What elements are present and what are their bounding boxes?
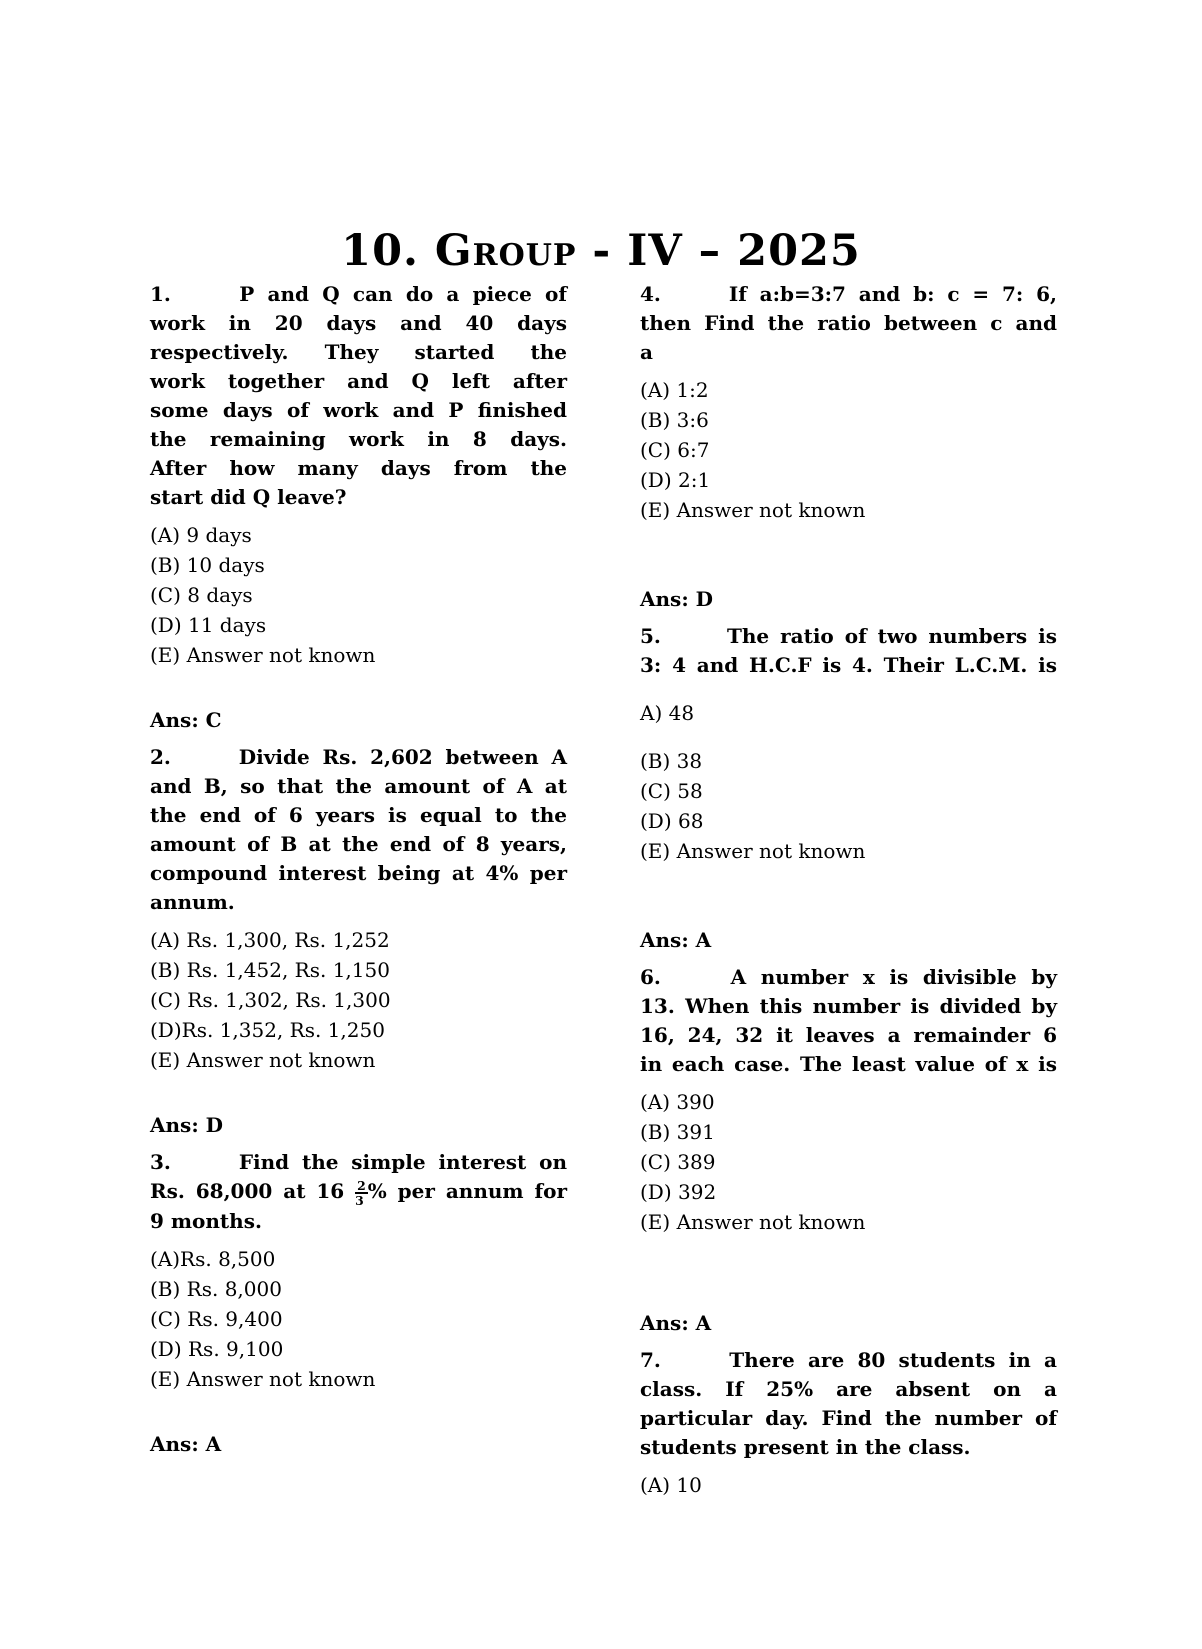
question-2-line: annum. xyxy=(150,890,235,914)
question-1-line: work together and Q left after xyxy=(150,369,567,393)
question-3-number: 3. xyxy=(150,1150,171,1174)
option-a: (A)Rs. 8,500 xyxy=(150,1246,276,1271)
option-d: (D) 392 xyxy=(640,1180,717,1204)
option-c: (C) 8 days xyxy=(150,583,253,607)
option-d: (D) Rs. 9,100 xyxy=(150,1336,284,1361)
question-6-line: 16, 24, 32 it leaves a remainder 6 xyxy=(640,1023,1057,1047)
question-2-options xyxy=(150,925,567,1075)
question-3-text: % per annum for xyxy=(367,1179,567,1203)
question-2-line: and B, so that the amount of A at xyxy=(150,774,567,798)
question-4-line: then Find the ratio between c and xyxy=(640,311,1057,335)
question-1-line xyxy=(150,280,567,309)
option-d: (D) 2:1 xyxy=(640,468,711,492)
question-3 xyxy=(150,1148,567,1459)
question-3-answer: Ans: A xyxy=(150,1431,222,1456)
option-b: (B) 10 days xyxy=(150,553,265,577)
question-2-text: Divide Rs. 2,602 between A xyxy=(238,745,567,769)
question-7-line: class. If 25% are absent on a xyxy=(640,1377,1057,1401)
option-e: (E) Answer not known xyxy=(640,1210,866,1234)
option-a: (A) 390 xyxy=(640,1090,715,1114)
question-2-line: compound interest being at 4% per xyxy=(150,861,567,885)
question-7-line: students present in the class. xyxy=(640,1435,971,1459)
question-6-options xyxy=(640,1087,1057,1237)
option-d: (D) 11 days xyxy=(150,613,267,637)
question-6 xyxy=(640,963,1057,1338)
question-1-line: the remaining work in 8 days. xyxy=(150,427,567,451)
option-d: (D) 68 xyxy=(640,809,704,833)
question-6-answer: Ans: A xyxy=(640,1311,712,1335)
question-6-line: in each case. The least value of x is xyxy=(640,1052,1057,1076)
question-2-line: amount of B at the end of 8 years, xyxy=(150,832,567,856)
page-title: 10. Group - IV – 2025 xyxy=(341,226,861,276)
question-3-text: Rs. 68,000 at 16 xyxy=(150,1179,345,1203)
question-1-text: P and Q can do a piece of xyxy=(239,282,567,306)
question-7-line: particular day. Find the number of xyxy=(640,1406,1057,1430)
question-5-line: 3: 4 and H.C.F is 4. Their L.C.M. is xyxy=(640,653,1057,677)
question-7-text: There are 80 students in a xyxy=(729,1348,1057,1372)
question-7-options xyxy=(640,1470,1057,1500)
question-6-line xyxy=(640,963,1057,992)
question-4-text: If a:b=3:7 and b: c = 7: 6, xyxy=(728,282,1058,306)
option-a: (A) Rs. 1,300, Rs. 1,252 xyxy=(150,928,390,952)
option-e: (E) Answer not known xyxy=(640,498,866,522)
question-5-line xyxy=(640,622,1057,651)
question-5-answer: Ans: A xyxy=(640,928,712,952)
question-3-text: Find the simple interest on xyxy=(238,1150,567,1174)
question-7 xyxy=(640,1346,1057,1500)
question-1-options xyxy=(150,520,567,670)
option-e: (E) Answer not known xyxy=(150,1048,376,1072)
question-5-number: 5. xyxy=(640,624,661,648)
question-6-line: 13. When this number is divided by xyxy=(640,994,1057,1018)
option-d: (D)Rs. 1,352, Rs. 1,250 xyxy=(150,1018,385,1042)
question-1-line: After how many days from the xyxy=(150,456,567,480)
option-b: (B) 38 xyxy=(640,749,703,773)
question-4-line xyxy=(640,280,1057,309)
question-1-line: respectively. They started the xyxy=(150,340,567,364)
fraction-denominator: 3 xyxy=(355,1192,364,1208)
left-column xyxy=(150,280,567,1500)
option-c: (C) 6:7 xyxy=(640,438,710,462)
option-a: (A) 9 days xyxy=(150,523,252,547)
question-6-number: 6. xyxy=(640,965,661,989)
option-a: (A) 10 xyxy=(640,1473,702,1497)
question-4-options xyxy=(640,375,1057,525)
right-column xyxy=(640,280,1057,1500)
two-column-layout xyxy=(150,280,1058,1500)
option-e: (E) Answer not known xyxy=(150,1366,376,1391)
question-7-line xyxy=(640,1346,1057,1375)
question-3-line xyxy=(150,1148,567,1177)
question-1 xyxy=(150,280,567,735)
question-1-line: start did Q leave? xyxy=(150,485,347,509)
question-2-number: 2. xyxy=(150,745,171,769)
option-a: (A) 1:2 xyxy=(640,378,709,402)
option-a: A) 48 xyxy=(640,701,695,725)
question-4-answer: Ans: D xyxy=(640,587,714,611)
option-e: (E) Answer not known xyxy=(150,643,376,667)
question-3-options xyxy=(150,1244,567,1394)
question-4-number: 4. xyxy=(640,282,661,306)
question-1-number: 1. xyxy=(150,282,171,306)
question-1-answer: Ans: C xyxy=(150,708,222,732)
question-3-line: 9 months. xyxy=(150,1208,262,1233)
question-2 xyxy=(150,743,567,1140)
fraction-two-thirds xyxy=(355,1179,368,1207)
question-6-text: A number x is divisible by xyxy=(730,965,1057,989)
option-b: (B) Rs. 8,000 xyxy=(150,1276,282,1301)
question-7-number: 7. xyxy=(640,1348,661,1372)
option-b: (B) Rs. 1,452, Rs. 1,150 xyxy=(150,958,390,982)
question-5-text: The ratio of two numbers is xyxy=(726,624,1058,648)
question-1-line: some days of work and P finished xyxy=(150,398,567,422)
question-1-line: work in 20 days and 40 days xyxy=(150,311,567,335)
question-3-line-fraction xyxy=(150,1177,567,1207)
option-b: (B) 3:6 xyxy=(640,408,709,432)
fraction-numerator: 2 xyxy=(357,1177,366,1193)
question-4-line: a xyxy=(640,340,653,364)
option-c: (C) 389 xyxy=(640,1150,716,1174)
option-c: (C) Rs. 9,400 xyxy=(150,1306,283,1331)
question-4 xyxy=(640,280,1057,614)
question-2-answer: Ans: D xyxy=(150,1113,224,1137)
question-5-options xyxy=(640,698,1057,866)
option-c: (C) 58 xyxy=(640,779,703,803)
option-c: (C) Rs. 1,302, Rs. 1,300 xyxy=(150,988,391,1012)
question-2-line: the end of 6 years is equal to the xyxy=(150,803,567,827)
question-2-line xyxy=(150,743,567,772)
question-5 xyxy=(640,622,1057,955)
option-b: (B) 391 xyxy=(640,1120,715,1144)
option-e: (E) Answer not known xyxy=(640,839,866,863)
